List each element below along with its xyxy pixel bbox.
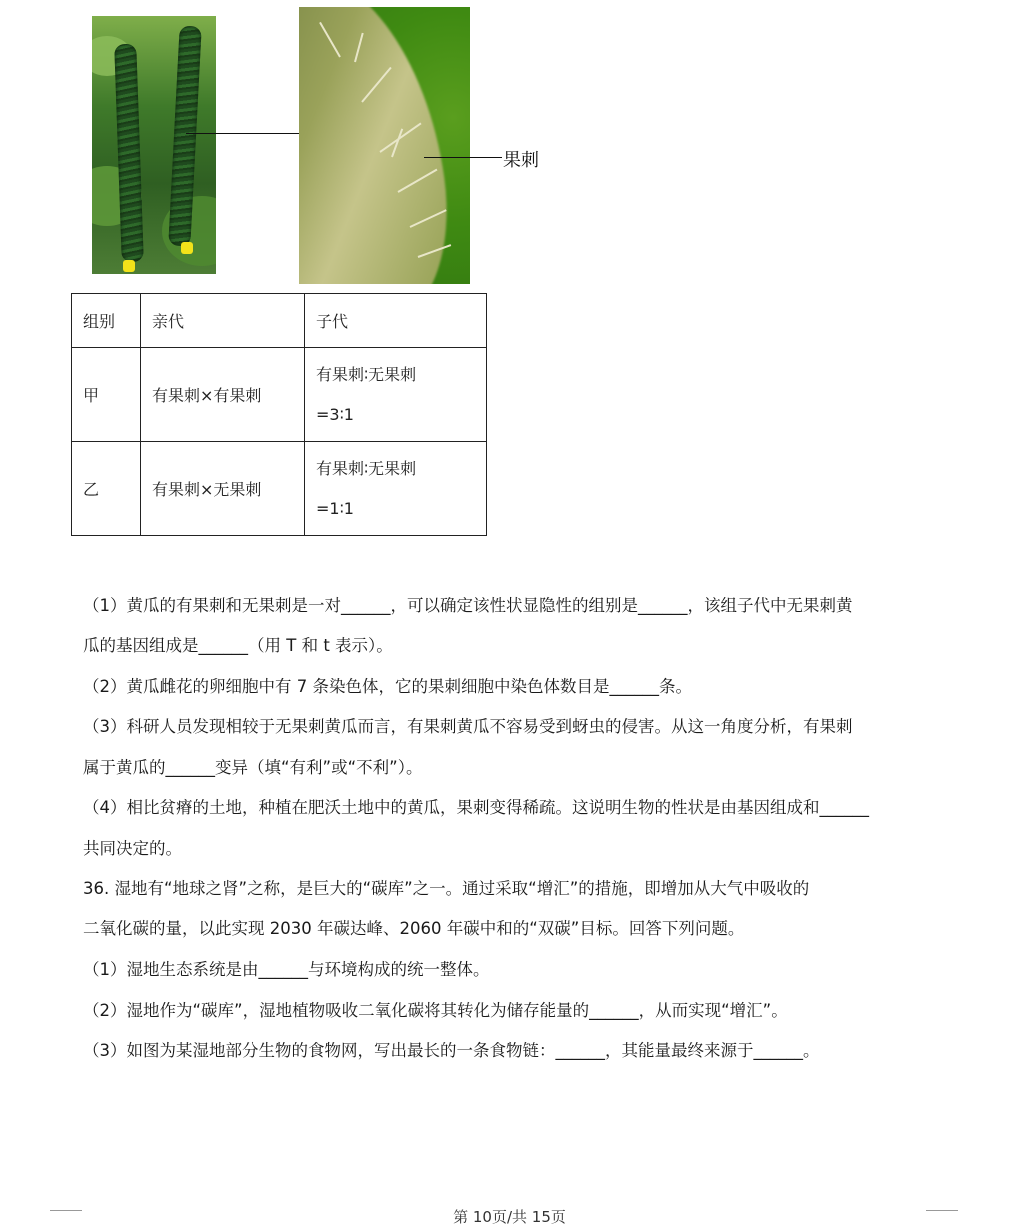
spine-label: 果刺 — [503, 150, 539, 170]
offspring-phenotypes: 有果刺∶无果刺 — [316, 458, 417, 478]
header-group: 组别 — [72, 294, 141, 348]
question-line: （3）如图为某湿地部分生物的食物网，写出最长的一条食物链：______，其能量最终来源于______。 — [83, 1041, 820, 1060]
table-header-row — [72, 294, 487, 348]
flower-right — [181, 242, 193, 254]
cell-group: 乙 — [72, 442, 141, 536]
cell-offspring — [305, 442, 487, 536]
cucumber-left — [114, 44, 144, 263]
question-line: 36. 湿地有“地球之肾”之称，是巨大的“碳库”之一。通过采取“增汇”的措施，即增加从大气中吸收的 — [83, 879, 810, 898]
question-line: （3）科研人员发现相较于无果刺黄瓜而言，有果刺黄瓜不容易受到蚜虫的侵害。从这一角度分析，有果刺 — [83, 717, 853, 736]
cell-group: 甲 — [72, 348, 141, 442]
table-row — [72, 442, 487, 536]
label-pointer-line — [424, 157, 502, 158]
cell-parents: 有果刺×无果刺 — [141, 442, 305, 536]
cell-offspring — [305, 348, 487, 442]
offspring-ratio: =3∶1 — [316, 404, 354, 424]
cucumber-photo — [92, 16, 216, 274]
spine-closeup-photo — [299, 7, 470, 284]
page-number: 第 10页/共 15页 — [453, 1208, 566, 1226]
header-parents: 亲代 — [141, 294, 305, 348]
question-line: （4）相比贫瘠的土地，种植在肥沃土地中的黄瓜，果刺变得稀疏。这说明生物的性状是由基因组成和______ — [83, 798, 869, 817]
question-line: 二氧化碳的量，以此实现 2030 年碳达峰、2060 年碳中和的“双碳”目标。回答下列问题。 — [83, 919, 745, 938]
question-line: （1）湿地生态系统是由______与环境构成的统一整体。 — [83, 960, 490, 979]
table-row — [72, 348, 487, 442]
question-line: （1）黄瓜的有果刺和无果刺是一对______，可以确定该性状显隐性的组别是______，该组子代中无果刺黄 — [83, 596, 853, 615]
question-line: （2）湿地作为“碳库”，湿地植物吸收二氧化碳将其转化为储存能量的______，从而实现“增汇”。 — [83, 1001, 788, 1020]
question-line: （2）黄瓜雌花的卵细胞中有 7 条染色体，它的果刺细胞中染色体数目是______条。 — [83, 677, 692, 696]
header-offspring: 子代 — [305, 294, 487, 348]
question-line: 共同决定的。 — [83, 839, 182, 858]
cell-parents: 有果刺×有果刺 — [141, 348, 305, 442]
offspring-phenotypes: 有果刺∶无果刺 — [316, 364, 417, 384]
offspring-ratio: =1∶1 — [316, 498, 354, 518]
cross-results-table — [71, 293, 487, 536]
flower-left — [123, 260, 135, 272]
question-line: 瓜的基因组成是______（用 T 和 t 表示）。 — [83, 636, 393, 655]
question-line: 属于黄瓜的______变异（填“有利”或“不利”）。 — [83, 758, 423, 777]
